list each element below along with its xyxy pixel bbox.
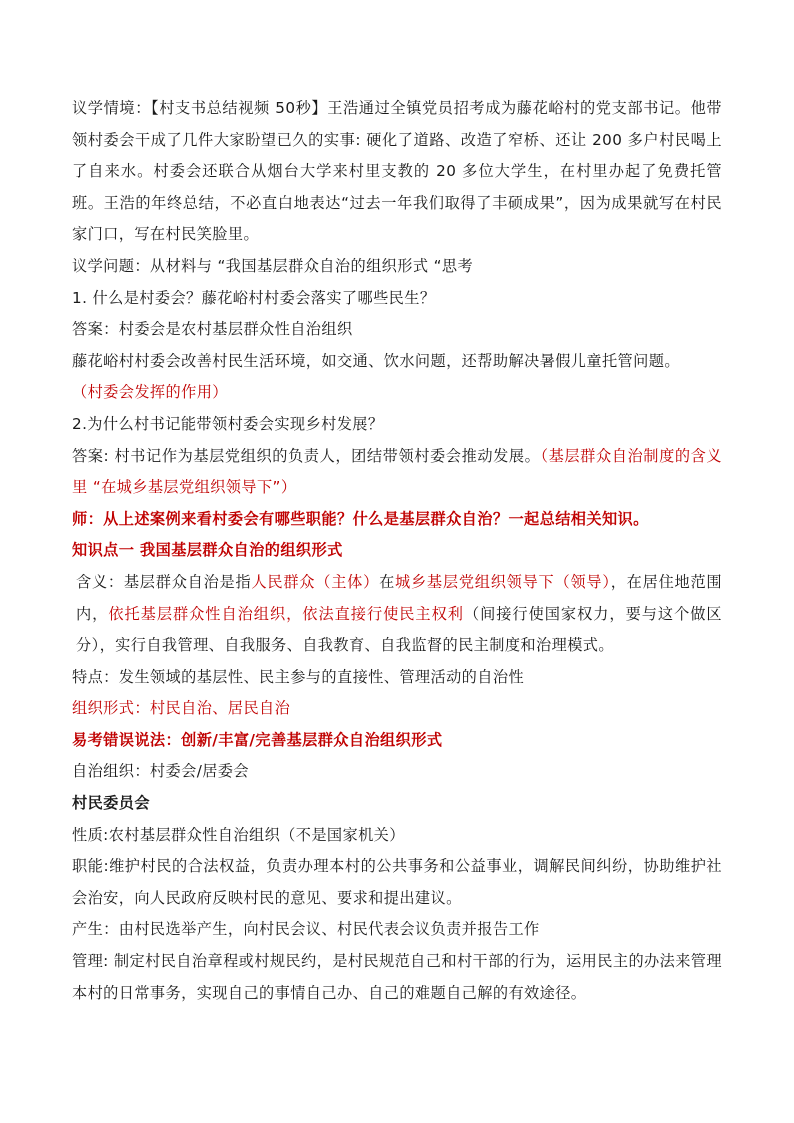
- answer-1-note: （村委会发挥的作用）: [72, 383, 228, 402]
- meaning-method: 依托基层群众性自治组织，依法直接行使民主权利: [108, 604, 464, 623]
- meaning-part-2: 在: [379, 572, 396, 591]
- autonomous-orgs-line: 自治组织：村委会/居委会: [72, 762, 249, 781]
- meaning-paragraph: [72, 567, 722, 662]
- origin-line: 产生：由村民选举产生，向村民会议、村民代表会议负责并报告工作: [72, 920, 540, 939]
- meaning-part-4: （间接行使国家权力，要与这个做区分），实行自我管理、自我服务、自我教育、自我监督的民主制度和治理模式。: [76, 604, 722, 655]
- meaning-leadership: 城乡基层党组织领导下（领导）: [395, 572, 611, 591]
- teacher-prompt: 师：从上述案例来看村委会有哪些职能？什么是基层群众自治？一起总结相关知识。: [72, 509, 649, 528]
- answer-2-text: 答案: 村书记作为基层党组织的负责人，团结带领村委会推动发展。: [72, 446, 541, 465]
- question-intro: 议学问题：从材料与 “我国基层群众自治的组织形式 “思考: [72, 256, 474, 275]
- answer-2: [72, 441, 722, 504]
- answer-1-line-2: 藤花峪村村委会改善村民生活环境，如交通、饮水问题，还帮助解决暑假儿童托管问题。: [72, 351, 680, 370]
- situation-text: 【村支书总结视频 50秒】王浩通过全镇党员招考成为藤花峪村的党支部书记。他带领村委会干成了几件大家盼望已久的实事: 硬化了道路、改造了窄桥、还让 200 多户村民喝上了自来水。村委会还联合从烟台大学来村里支教的 20 多位大学生，在村里办起了免费托管班。王浩的年终总结，不必直白地表达“过去一年我们取得了丰硕成果”，因为成果就写在村民家门口，写在村民笑脸里。: [72, 99, 723, 244]
- management-paragraph: 管理: 制定村民自治章程或村规民约，是村民规范自己和村干部的行为，运用民主的办法来管理本村的日常事务，实现自己的事情自己办、自己的难题自己解的有效途径。: [72, 952, 722, 1002]
- answer-2-note: （基层群众自治制度的含义里 “在城乡基层党组织领导下”）: [72, 446, 722, 497]
- functions-paragraph: 职能:维护村民的合法权益，负责办理本村的公共事务和公益事业，调解民间纠纷，协助维护社会治安，向人民政府反映村民的意见、要求和提出建议。: [72, 857, 722, 907]
- villagers-committee-heading: 村民委员会: [72, 794, 150, 813]
- knowledge-point-title: 知识点一 我国基层群众自治的组织形式: [72, 541, 343, 560]
- meaning-subject: 人民群众（主体）: [251, 572, 380, 591]
- meaning-part-1: 含义：基层群众自治是指: [76, 572, 252, 591]
- org-forms-line: 组织形式：村民自治、居民自治: [72, 699, 291, 718]
- meaning-part-3: ，在居住地范围内，: [76, 572, 723, 623]
- features-line: 特点：发生领域的基层性、民主参与的直接性、管理活动的自治性: [72, 667, 525, 686]
- question-1: 1. 什么是村委会？藤花峪村村委会落实了哪些民生？: [72, 288, 436, 307]
- situation-paragraph: [72, 93, 722, 251]
- question-2: 2.为什么村书记能带领村委会实现乡村发展？: [72, 414, 384, 433]
- error-prone-line: 易考错误说法：创新/丰富/完善基层群众自治组织形式: [72, 730, 443, 749]
- answer-1-line-1: 答案：村委会是农村基层群众性自治组织: [72, 320, 353, 339]
- nature-line: 性质:农村基层群众性自治组织（不是国家机关）: [72, 825, 405, 844]
- situation-label: 议学情境：: [72, 99, 152, 117]
